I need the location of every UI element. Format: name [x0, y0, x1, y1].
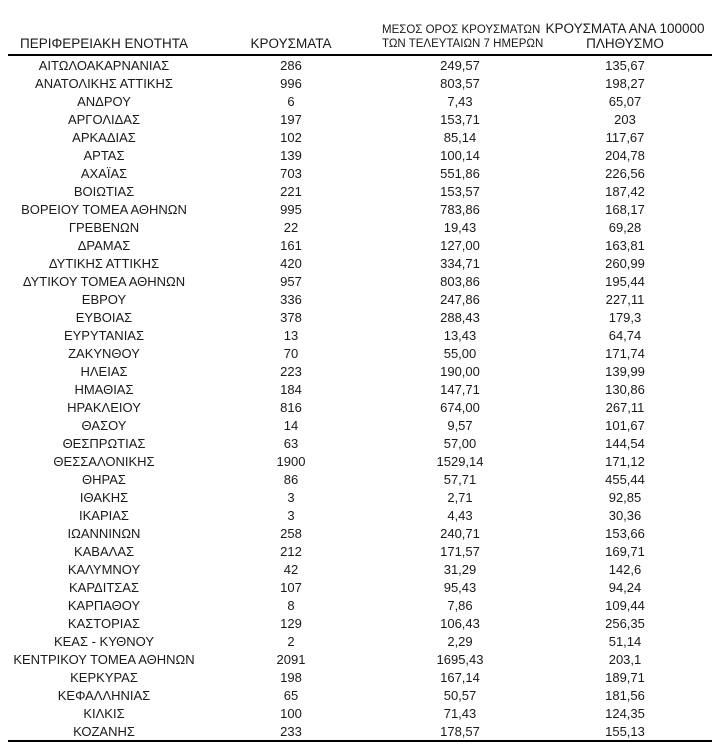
table-row	[8, 290, 712, 308]
cases-cell: 70	[283, 345, 299, 361]
avg-7day-cell: 240,71	[440, 525, 480, 541]
cases-cell: 102	[280, 129, 302, 145]
per-100k-cell: 30,36	[608, 507, 642, 523]
table-row	[8, 560, 712, 578]
cases-cell: 3	[287, 507, 295, 523]
avg-7day-cell: 95,43	[443, 579, 477, 595]
header-cases-label: ΚΡΟΥΣΜΑΤΑ	[250, 36, 332, 51]
table-row	[8, 164, 712, 182]
region-name-cell: ΚΑΡΔΙΤΣΑΣ	[68, 579, 140, 595]
per-100k-cell: 64,74	[608, 327, 642, 343]
avg-7day-cell: 803,86	[440, 273, 480, 289]
per-100k-cell: 139,99	[605, 363, 645, 379]
table-row	[8, 452, 712, 470]
cases-cell: 233	[280, 723, 302, 739]
header-avg-7day	[382, 9, 544, 55]
per-100k-cell: 155,13	[605, 723, 645, 739]
cases-cell: 703	[280, 165, 302, 181]
avg-7day-cell: 31,29	[443, 561, 477, 577]
per-100k-cell: 51,14	[608, 633, 642, 649]
region-name-cell: ΘΗΡΑΣ	[82, 471, 126, 487]
per-100k-cell: 144,54	[605, 435, 645, 451]
table-row	[8, 596, 712, 614]
header-avg-7day-line1: ΜΕΣΟΣ ΟΡΟΣ ΚΡΟΥΣΜΑΤΩΝ	[382, 24, 541, 36]
per-100k-cell: 101,67	[605, 417, 645, 433]
avg-7day-cell: 85,14	[443, 129, 477, 145]
per-100k-cell: 189,71	[605, 669, 645, 685]
per-100k-cell: 260,99	[605, 255, 645, 271]
per-100k-cell: 153,66	[605, 525, 645, 541]
region-name-cell: ΑΝΔΡΟΥ	[77, 93, 131, 109]
cases-cell: 286	[280, 57, 302, 73]
table-row	[8, 236, 712, 254]
cases-cell: 996	[280, 75, 302, 91]
avg-7day-cell: 674,00	[440, 399, 480, 415]
region-name-cell: ΑΝΑΤΟΛΙΚΗΣ ΑΤΤΙΚΗΣ	[35, 75, 173, 91]
per-100k-cell: 65,07	[608, 93, 642, 109]
cases-cell: 378	[280, 309, 302, 325]
per-100k-cell: 92,85	[608, 489, 642, 505]
region-name-cell: ΗΡΑΚΛΕΙΟΥ	[67, 399, 141, 415]
per-100k-cell: 168,17	[605, 201, 645, 217]
avg-7day-cell: 249,57	[440, 57, 480, 73]
region-name-cell: ΚΕΦΑΛΛΗΝΙΑΣ	[57, 687, 151, 703]
region-name-cell: ΘΕΣΠΡΩΤΙΑΣ	[62, 435, 146, 451]
cases-cell: 42	[283, 561, 299, 577]
region-name-cell: ΕΥΡΥΤΑΝΙΑΣ	[63, 327, 145, 343]
per-100k-cell: 187,42	[605, 183, 645, 199]
cases-cell: 6	[287, 93, 295, 109]
per-100k-cell: 179,3	[608, 309, 642, 325]
table-row	[8, 578, 712, 596]
per-100k-cell: 135,67	[605, 57, 645, 73]
avg-7day-cell: 13,43	[443, 327, 477, 343]
region-name-cell: ΕΒΡΟΥ	[81, 291, 127, 307]
per-100k-cell: 69,28	[608, 219, 642, 235]
table-row	[8, 182, 712, 200]
avg-7day-cell: 153,71	[440, 111, 480, 127]
cases-cell: 212	[280, 543, 302, 559]
region-name-cell: ΑΡΤΑΣ	[83, 147, 125, 163]
cases-cell: 129	[280, 615, 302, 631]
avg-7day-cell: 2,71	[447, 489, 473, 505]
avg-7day-cell: 190,00	[440, 363, 480, 379]
table-row	[8, 542, 712, 560]
per-100k-cell: 94,24	[608, 579, 642, 595]
table-row	[8, 488, 712, 506]
table-row	[8, 704, 712, 722]
table-row	[8, 308, 712, 326]
per-100k-cell: 130,86	[605, 381, 645, 397]
header-avg-7day-line2: ΤΩΝ ΤΕΛΕΥΤΑΙΩΝ 7 ΗΜΕΡΩΝ	[382, 38, 544, 50]
cases-cell: 161	[280, 237, 302, 253]
table-row	[8, 74, 712, 92]
table-row	[8, 218, 712, 236]
table-row	[8, 524, 712, 542]
region-name-cell: ΙΘΑΚΗΣ	[79, 489, 129, 505]
cases-cell: 100	[280, 705, 302, 721]
avg-7day-cell: 4,43	[447, 507, 473, 523]
avg-7day-cell: 153,57	[440, 183, 480, 199]
region-name-cell: ΓΡΕΒΕΝΩΝ	[68, 219, 140, 235]
region-name-cell: ΙΚΑΡΙΑΣ	[79, 507, 129, 523]
avg-7day-cell: 171,57	[440, 543, 480, 559]
cases-cell: 420	[280, 255, 302, 271]
table-row	[8, 55, 712, 74]
table-row	[8, 470, 712, 488]
table-row	[8, 434, 712, 452]
region-name-cell: ΘΕΣΣΑΛΟΝΙΚΗΣ	[53, 453, 155, 469]
avg-7day-cell: 71,43	[443, 705, 477, 721]
cases-cell: 1900	[276, 453, 306, 469]
table-row	[8, 668, 712, 686]
header-row	[8, 9, 712, 55]
cases-cell: 65	[283, 687, 299, 703]
avg-7day-cell: 19,43	[443, 219, 477, 235]
table-header	[8, 9, 712, 55]
per-100k-cell: 163,81	[605, 237, 645, 253]
region-name-cell: ΔΥΤΙΚΗΣ ΑΤΤΙΚΗΣ	[48, 255, 160, 271]
avg-7day-cell: 551,86	[440, 165, 480, 181]
cases-cell: 258	[280, 525, 302, 541]
header-per-100k-line2: ΠΛΗΘΥΣΜΟ	[586, 36, 664, 51]
region-name-cell: ΖΑΚΥΝΘΟΥ	[68, 345, 140, 361]
per-100k-cell: 198,27	[605, 75, 645, 91]
cases-cell: 336	[280, 291, 302, 307]
table-row	[8, 416, 712, 434]
region-name-cell: ΔΡΑΜΑΣ	[77, 237, 131, 253]
cases-cell: 221	[280, 183, 302, 199]
region-name-cell: ΚΑΛΥΜΝΟΥ	[67, 561, 141, 577]
per-100k-cell: 195,44	[605, 273, 645, 289]
avg-7day-cell: 106,43	[440, 615, 480, 631]
avg-7day-cell: 57,00	[443, 435, 477, 451]
per-100k-cell: 109,44	[605, 597, 645, 613]
avg-7day-cell: 1529,14	[436, 453, 484, 469]
region-name-cell: ΕΥΒΟΙΑΣ	[75, 309, 133, 325]
cases-cell: 13	[283, 327, 299, 343]
header-regional-unit-label: ΠΕΡΙΦΕΡΕΙΑΚΗ ΕΝΟΤΗΤΑ	[19, 36, 189, 51]
cases-cell: 3	[287, 489, 295, 505]
region-name-cell: ΚΑΡΠΑΘΟΥ	[67, 597, 141, 613]
region-name-cell: ΚΙΛΚΙΣ	[83, 705, 125, 721]
avg-7day-cell: 783,86	[440, 201, 480, 217]
per-100k-cell: 171,74	[605, 345, 645, 361]
header-regional-unit	[8, 9, 200, 55]
region-name-cell: ΚΕΝΤΡΙΚΟΥ ΤΟΜΕΑ ΑΘΗΝΩΝ	[13, 651, 195, 667]
cases-cell: 223	[280, 363, 302, 379]
table-row	[8, 272, 712, 290]
cases-cell: 8	[287, 597, 295, 613]
table-row	[8, 326, 712, 344]
cases-cell: 198	[280, 669, 302, 685]
avg-7day-cell: 247,86	[440, 291, 480, 307]
avg-7day-cell: 57,71	[443, 471, 477, 487]
region-name-cell: ΚΑΒΑΛΑΣ	[73, 543, 135, 559]
avg-7day-cell: 50,57	[443, 687, 477, 703]
avg-7day-cell: 9,57	[447, 417, 473, 433]
avg-7day-cell: 7,86	[447, 597, 473, 613]
region-name-cell: ΗΛΕΙΑΣ	[80, 363, 128, 379]
per-100k-cell: 169,71	[605, 543, 645, 559]
table-row	[8, 200, 712, 218]
region-name-cell: ΔΥΤΙΚΟΥ ΤΟΜΕΑ ΑΘΗΝΩΝ	[22, 273, 186, 289]
cases-cell: 197	[280, 111, 302, 127]
avg-7day-cell: 334,71	[440, 255, 480, 271]
avg-7day-cell: 100,14	[440, 147, 480, 163]
header-per-100k	[538, 9, 712, 55]
table-row	[8, 632, 712, 650]
table-row	[8, 722, 712, 741]
table-row	[8, 650, 712, 668]
region-name-cell: ΑΙΤΩΛΟΑΚΑΡΝΑΝΙΑΣ	[38, 57, 170, 73]
table-row	[8, 128, 712, 146]
table-row	[8, 344, 712, 362]
region-name-cell: ΒΟΙΩΤΙΑΣ	[73, 183, 135, 199]
per-100k-cell: 227,11	[605, 291, 645, 307]
region-name-cell: ΑΡΓΟΛΙΔΑΣ	[67, 111, 141, 127]
table-row	[8, 92, 712, 110]
per-100k-cell: 204,78	[605, 147, 645, 163]
table-row	[8, 398, 712, 416]
table-row	[8, 506, 712, 524]
cases-cell: 957	[280, 273, 302, 289]
cases-cell: 86	[283, 471, 299, 487]
cases-cell: 22	[283, 219, 299, 235]
cases-cell: 2	[287, 633, 295, 649]
table-row	[8, 380, 712, 398]
cases-cell: 14	[283, 417, 299, 433]
region-name-cell: ΚΟΖΑΝΗΣ	[73, 723, 135, 739]
avg-7day-cell: 127,00	[440, 237, 480, 253]
region-name-cell: ΗΜΑΘΙΑΣ	[74, 381, 134, 397]
avg-7day-cell: 288,43	[440, 309, 480, 325]
avg-7day-cell: 2,29	[447, 633, 473, 649]
per-100k-cell: 267,11	[605, 399, 645, 415]
cases-cell: 995	[280, 201, 302, 217]
avg-7day-cell: 1695,43	[436, 651, 484, 667]
per-100k-cell: 181,56	[605, 687, 645, 703]
cases-cell: 184	[280, 381, 302, 397]
cases-cell: 107	[280, 579, 302, 595]
region-name-cell: ΑΡΚΑΔΙΑΣ	[72, 129, 136, 145]
per-100k-cell: 117,67	[605, 129, 645, 145]
cases-cell: 63	[283, 435, 299, 451]
region-name-cell: ΚΕΑΣ - ΚΥΘΝΟΥ	[53, 633, 155, 649]
cases-cell: 139	[280, 147, 302, 163]
region-name-cell: ΚΑΣΤΟΡΙΑΣ	[67, 615, 141, 631]
regional-cases-table	[8, 9, 712, 742]
per-100k-cell: 203	[614, 111, 636, 127]
avg-7day-cell: 178,57	[440, 723, 480, 739]
per-100k-cell: 171,12	[605, 453, 645, 469]
avg-7day-cell: 7,43	[447, 93, 473, 109]
per-100k-cell: 256,35	[605, 615, 645, 631]
per-100k-cell: 203,1	[608, 651, 642, 667]
avg-7day-cell: 803,57	[440, 75, 480, 91]
header-cases	[200, 9, 382, 55]
header-per-100k-line1: ΚΡΟΥΣΜΑΤΑ ΑΝΑ 100000	[545, 21, 705, 36]
cases-cell: 2091	[276, 651, 306, 667]
avg-7day-cell: 167,14	[440, 669, 480, 685]
per-100k-cell: 226,56	[605, 165, 645, 181]
table-row	[8, 686, 712, 704]
table-row	[8, 254, 712, 272]
region-name-cell: ΒΟΡΕΙΟΥ ΤΟΜΕΑ ΑΘΗΝΩΝ	[21, 201, 187, 217]
table-row	[8, 614, 712, 632]
table-row	[8, 146, 712, 164]
region-name-cell: ΑΧΑΪΑΣ	[80, 165, 128, 181]
avg-7day-cell: 147,71	[440, 381, 480, 397]
cases-cell: 816	[280, 399, 302, 415]
avg-7day-cell: 55,00	[443, 345, 477, 361]
per-100k-cell: 124,35	[605, 705, 645, 721]
per-100k-cell: 455,44	[605, 471, 645, 487]
per-100k-cell: 142,6	[608, 561, 642, 577]
region-name-cell: ΙΩΑΝΝΙΝΩΝ	[67, 525, 141, 541]
table-body	[8, 55, 712, 741]
table-row	[8, 110, 712, 128]
region-name-cell: ΘΑΣΟΥ	[81, 417, 127, 433]
table-row	[8, 362, 712, 380]
region-name-cell: ΚΕΡΚΥΡΑΣ	[70, 669, 138, 685]
